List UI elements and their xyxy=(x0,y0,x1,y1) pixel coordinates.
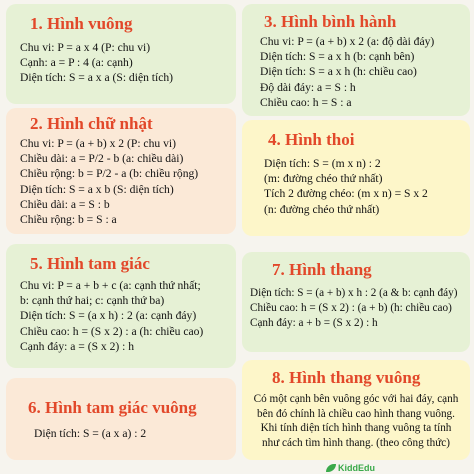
card-title: 6. Hình tam giác vuông xyxy=(28,398,197,417)
card-rhombus xyxy=(242,120,470,236)
card-title: 7. Hình thang xyxy=(272,260,372,279)
card-title: 4. Hình thoi xyxy=(268,130,355,149)
formula-line: Cạnh: a = P : 4 (a: cạnh) xyxy=(20,56,133,70)
card-title: 2. Hình chữ nhật xyxy=(30,114,153,133)
formula-line: Diện tích: S = a x b (S: diện tích) xyxy=(20,182,174,196)
card-triangle xyxy=(6,244,236,368)
formula-line: (n: đường chéo thứ nhất) xyxy=(264,202,380,216)
card-rectangle xyxy=(6,108,236,234)
formula-line: b: cạnh thứ hai; c: cạnh thứ ba) xyxy=(20,294,165,308)
card-title: 8. Hình thang vuông xyxy=(272,368,421,387)
paragraph-line: Khi tính diện tích hình thang vuông ta tính xyxy=(260,422,452,435)
paragraph-line: Có một cạnh bên vuông góc với hai đáy, cạnh xyxy=(253,393,459,405)
formula-line: Chiều cao: h = (S x 2) : a (h: chiều cao) xyxy=(20,324,204,338)
leaf-icon xyxy=(326,464,336,472)
formula-line: Chiều cao: h = (S x 2) : (a + b) (h: chiều cao) xyxy=(250,302,452,315)
formula-line: Chiều dài: a = S : b xyxy=(20,197,110,211)
logo-text: KiddEdu xyxy=(338,462,375,473)
formula-line: Diện tích: S = (a x h) : 2 (a: cạnh đáy) xyxy=(20,309,197,323)
formula-line: Diện tích: S = a x h (b: cạnh bên) xyxy=(260,50,415,64)
brand-logo xyxy=(326,461,378,474)
formula-line: Chiều rộng: b = S : a xyxy=(20,213,117,227)
card-square xyxy=(6,4,236,104)
formula-line: Độ dài đáy: a = S : h xyxy=(260,80,356,94)
formula-line: Diện tích: S = (m x n) : 2 xyxy=(264,157,381,170)
formula-line: Chu vi: P = (a + b) x 2 (P: chu vi) xyxy=(20,137,176,150)
card-trapezoid xyxy=(242,252,470,352)
card-parallelogram xyxy=(242,4,470,116)
formula-line: Cạnh đáy: a = (S x 2) : h xyxy=(20,339,135,353)
formula-line: Tích 2 đường chéo: (m x n) = S x 2 xyxy=(264,187,428,201)
paragraph-line: như cách tìm hình thang. (theo công thức) xyxy=(262,436,450,449)
card-right-triangle xyxy=(6,378,236,460)
card-title: 1. Hình vuông xyxy=(30,14,133,33)
paragraph-line: bên đó chính là chiều cao hình thang vuông. xyxy=(257,407,455,420)
formula-line: Diện tích: S = a x a (S: diện tích) xyxy=(20,71,174,85)
formula-line: Chiều dài: a = P/2 - b (a: chiều dài) xyxy=(20,152,184,166)
formula-line: Diện tích: S = (a + b) x h : 2 (a & b: cạnh đáy) xyxy=(250,287,458,299)
card-title: 3. Hình bình hành xyxy=(264,12,397,31)
formula-line: Chu vi: P = a x 4 (P: chu vi) xyxy=(20,41,151,54)
card-title: 5. Hình tam giác xyxy=(30,254,150,273)
formula-line: Chu vi: P = (a + b) x 2 (a: độ dài đáy) xyxy=(260,35,435,48)
formula-line: Diện tích: S = a x h (h: chiều cao) xyxy=(260,65,417,79)
formula-line: Diện tích: S = (a x a) : 2 xyxy=(34,427,147,440)
formula-line: Cạnh đáy: a + b = (S x 2) : h xyxy=(250,317,378,330)
formula-line: (m: đường chéo thứ nhất) xyxy=(264,172,383,186)
formula-line: Chu vi: P = a + b + c (a: cạnh thứ nhất; xyxy=(20,279,201,292)
card-right-trapezoid xyxy=(242,360,470,460)
formula-line: Chiều cao: h = S : a xyxy=(260,95,352,109)
formula-line: Chiều rộng: b = P/2 - a (b: chiều rộng) xyxy=(20,167,199,181)
